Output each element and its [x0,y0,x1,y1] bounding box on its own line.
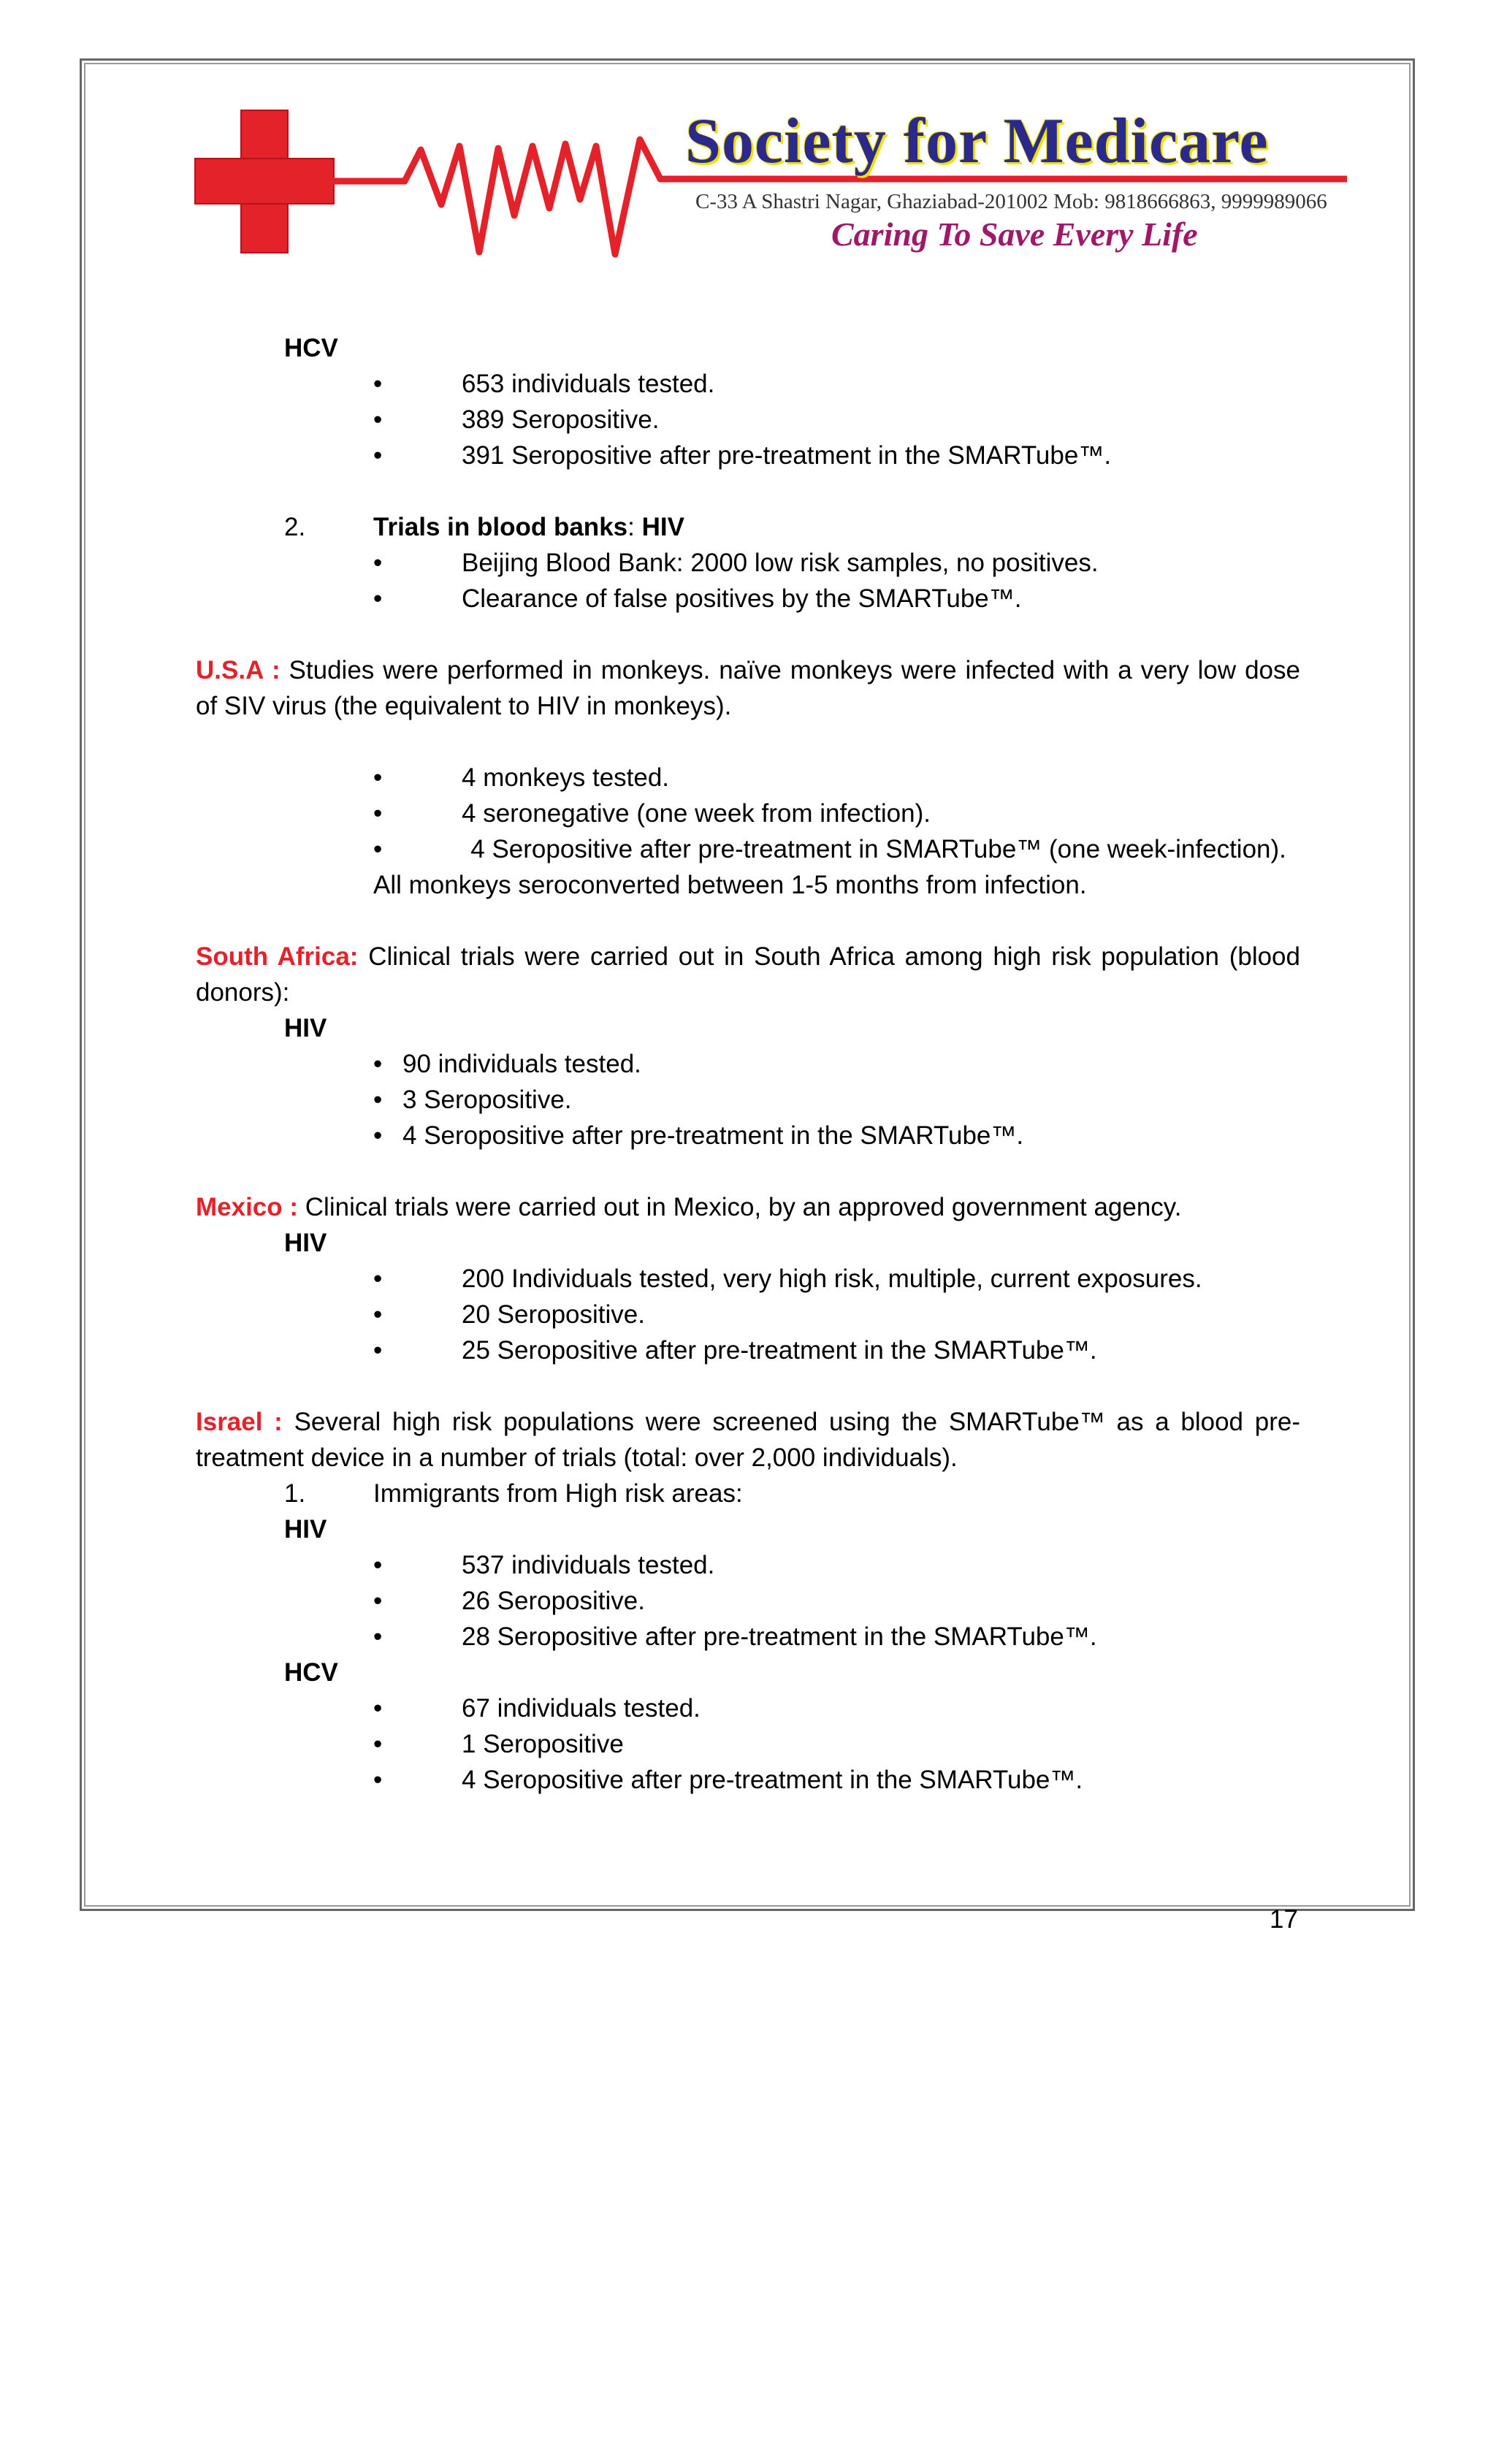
list-item: • 1 Seropositive [196,1726,1300,1762]
usa-paragraph: U.S.A : Studies were performed in monkeys. naïve monkeys were infected with a very low dose of SIV virus (the equivalent to HIV in monkeys). [196,656,1300,720]
bullet-icon: • [373,441,383,470]
country-label-south-africa: South Africa: [196,942,359,971]
bullet-icon: • [373,1050,383,1078]
bullet-icon: • [373,370,383,398]
bullet-icon: • [373,1766,383,1794]
bullet-icon: • [373,1622,383,1651]
list-item: • 20 Seropositive. [196,1297,1300,1332]
bullet-icon: • [373,1587,383,1615]
list-item: • 4 monkeys tested. [196,760,1300,796]
bullet-icon: • [373,1551,383,1579]
hcv-heading: HCV [284,1658,338,1687]
bullet-icon: • [373,835,383,863]
list-item: • 90 individuals tested. [196,1046,1300,1082]
hiv-heading: HIV [284,1515,327,1544]
hcv-heading: HCV [284,334,338,362]
list-item: • 4 Seropositive after pre-treatment in the SMARTube™. [196,1118,1300,1153]
list-item: • 4 Seropositive after pre-treatment in SMARTube™ (one week-infection). [373,835,1286,863]
list-item: • 67 individuals tested. [196,1690,1300,1726]
list-item: • 200 Individuals tested, very high risk, multiple, current exposures. [196,1261,1300,1297]
bullet-icon: • [373,549,383,577]
bullet-icon: • [373,1694,383,1723]
hiv-heading: HIV [284,1229,327,1257]
bullet-icon: • [373,763,383,792]
list-item: • 391 Seropositive after pre-treatment in the SMARTube™. [196,438,1300,473]
bullet-icon: • [373,584,383,613]
red-cross-logo [195,110,334,253]
bullet-icon: • [373,405,383,434]
hiv-heading: HIV [284,1014,327,1042]
list-item: • 4 Seropositive after pre-treatment in the SMARTube™. [196,1762,1300,1798]
israel-paragraph: Israel : Several high risk populations were screened using the SMARTube™ as a blood pre-treatment device in a number of trials (total: over 2,000 individuals). [196,1408,1300,1472]
list-item: • 3 Seropositive. [196,1082,1300,1118]
bullet-icon: • [373,1336,383,1365]
document-body [196,330,1300,1798]
list-item: • 537 individuals tested. [196,1547,1300,1583]
bullet-icon: • [373,1121,383,1150]
bullet-icon: • [373,1265,383,1293]
bullet-icon: • [373,1086,383,1114]
country-label-israel: Israel : [196,1408,283,1436]
page-number: 17 [1270,1905,1298,1934]
list-item: • 25 Seropositive after pre-treatment in the SMARTube™. [196,1332,1300,1368]
organization-name: Society for Medicare [685,106,1269,177]
organization-address: C-33 A Shastri Nagar, Ghaziabad-201002 Mob: 9818666863, 9999989066 [695,190,1327,213]
country-label-usa: U.S.A : [196,656,280,684]
list-item: • Beijing Blood Bank: 2000 low risk samples, no positives. [196,545,1300,581]
south-africa-paragraph: South Africa: Clinical trials were carried out in South Africa among high risk population (blood donors): [196,942,1300,1007]
mexico-paragraph: Mexico : Clinical trials were carried out in Mexico, by an approved government agency. [196,1193,1182,1221]
usa-note: All monkeys seroconverted between 1-5 months from infection. [373,871,1087,899]
list-item: • Clearance of false positives by the SMARTube™. [196,581,1300,617]
list-item: • 653 individuals tested. [196,366,1300,402]
organization-tagline: Caring To Save Every Life [831,215,1198,253]
country-label-mexico: Mexico : [196,1193,299,1221]
list-item: • 389 Seropositive. [196,402,1300,438]
blood-banks-heading: 2. Trials in blood banks: HIV [284,513,684,541]
list-item: • 28 Seropositive after pre-treatment in the SMARTube™. [196,1619,1300,1655]
list-item: • 4 seronegative (one week from infection). [196,796,1300,831]
bullet-icon: • [373,1730,383,1758]
bullet-icon: • [373,799,383,828]
list-item: • 26 Seropositive. [196,1583,1300,1619]
bullet-icon: • [373,1300,383,1329]
israel-subheading: 1. Immigrants from High risk areas: [284,1479,743,1508]
